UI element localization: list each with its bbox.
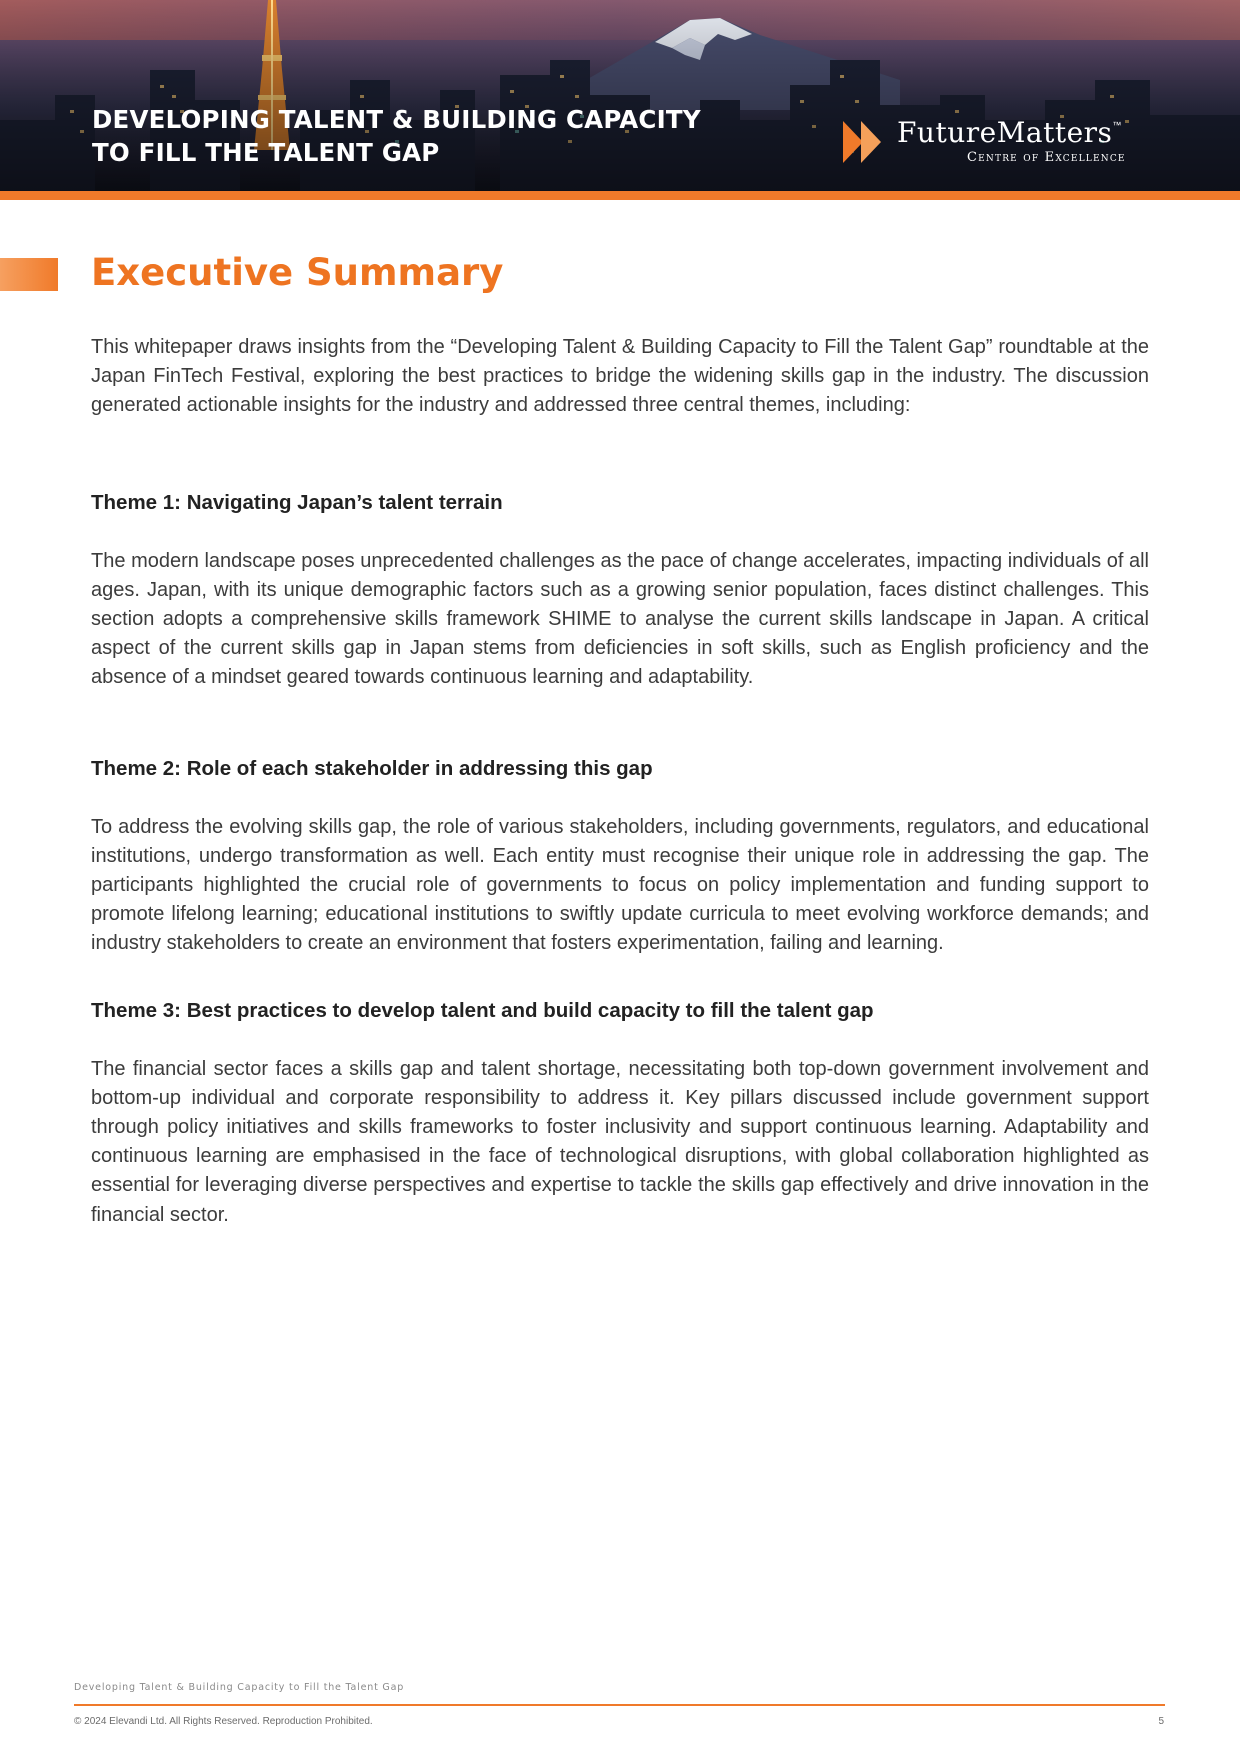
theme-2-body: To address the evolving skills gap, the role of various stakeholders, including governments, regulators, and educational institutions, undergo transformation as well. Each entity must recognise their unique role in addressing the gap. The participants highlighted the crucial role of governments to focus on policy implementation and funding support to promote lifelong learning; educational institutions to swiftly update curricula to meet evolving workforce demands; and industry stakeholders to create an environment that fosters experimentation, failing and learning.	[91, 815, 1149, 955]
document-title-line-2: TO FILL THE TALENT GAP	[92, 138, 440, 167]
section-heading: Executive Summary	[91, 251, 504, 294]
logo-tagline: Centre of Excellence	[967, 150, 1126, 165]
theme-1-heading: Theme 1: Navigating Japan’s talent terrain	[91, 490, 503, 514]
logo-trademark: ™	[1112, 120, 1122, 130]
theme-2-heading: Theme 2: Role of each stakeholder in addressing this gap	[91, 756, 653, 780]
header-banner	[0, 0, 1240, 191]
logo-wordmark	[897, 116, 1122, 149]
document-title	[92, 103, 701, 169]
logo-name: FutureMatters	[897, 116, 1113, 149]
footer-divider	[74, 1704, 1165, 1706]
double-chevron-icon	[843, 121, 887, 163]
footer-document-title: Developing Talent & Building Capacity to Fill the Talent Gap	[74, 1682, 405, 1693]
main-content	[91, 333, 1149, 1230]
intro-paragraph: This whitepaper draws insights from the “Developing Talent & Building Capacity to Fill the Talent Gap” roundtable at the Japan FinTech Festival, exploring the best practices to bridge the widening skills gap in the industry. The discussion generated actionable insights for the industry and addressed three central themes, including:	[91, 336, 1149, 417]
theme-1-body: The modern landscape poses unprecedented challenges as the pace of change accelerates, impacting individuals of all ages. Japan, with its unique demographic factors such as a growing senior population, faces distinct challenges. This section adopts a comprehensive skills framework SHIME to analyse the current skills landscape in Japan. A critical aspect of the current skills gap in Japan stems from deficiencies in soft skills, such as English proficiency and the absence of a mindset geared towards continuous learning and adaptability.	[91, 549, 1149, 689]
futurematters-logo	[843, 116, 1153, 176]
document-title-line-1: DEVELOPING TALENT & BUILDING CAPACITY	[92, 105, 701, 134]
banner-accent-stripe	[0, 191, 1240, 200]
page-number: 5	[1158, 1716, 1164, 1727]
theme-3-heading: Theme 3: Best practices to develop talent and build capacity to fill the talent gap	[91, 998, 874, 1022]
footer-copyright: © 2024 Elevandi Ltd. All Rights Reserved. Reproduction Prohibited.	[74, 1716, 373, 1727]
theme-3-body: The financial sector faces a skills gap and talent shortage, necessitating both top-down government involvement and bottom-up individual and corporate responsibility to address it. Key pillars discussed include government support through policy initiatives and skills frameworks to foster inclusivity and support continuous learning. Adaptability and continuous learning are emphasised in the face of technological disruptions, with global collaboration highlighted as essential for leveraging diverse perspectives and expertise to tackle the skills gap effectively and drive innovation in the financial sector.	[91, 1057, 1149, 1226]
section-marker	[0, 258, 58, 291]
